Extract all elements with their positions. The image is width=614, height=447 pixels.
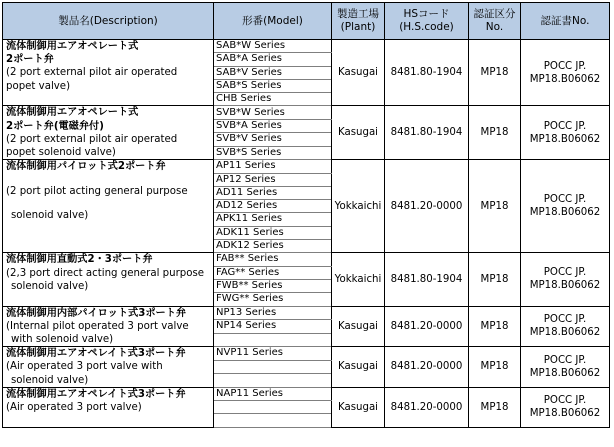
model-cell: SVB*V Series	[214, 133, 332, 146]
plant-cell: Kasugai	[332, 387, 385, 427]
header-hs-code: HSコード (H.S.code)	[385, 3, 469, 40]
model-cell	[214, 374, 332, 388]
model-cell: ADK11 Series	[214, 226, 332, 239]
header-class: 認証区分No.	[469, 3, 521, 40]
model-cell: AP11 Series	[214, 160, 332, 173]
header-certificate: 認証書No.	[521, 3, 610, 40]
certificate-cell: POCC JP. MP18.B06062	[521, 253, 610, 306]
class-cell: MP18	[469, 106, 521, 160]
class-cell: MP18	[469, 306, 521, 347]
model-cell: NAP11 Series	[214, 387, 332, 400]
hs-code-cell: 8481.20-0000	[385, 347, 469, 388]
certificate-table-container	[2, 2, 609, 442]
description-cell: 流体制御用直動式2・3ポート弁 (2,3 port direct acting general purpose solenoid valve)	[3, 253, 214, 306]
table-row	[3, 106, 610, 119]
model-cell: SVB*W Series	[214, 106, 332, 119]
model-cell: SVB*S Series	[214, 146, 332, 159]
description-cell: 流体制御用パイロット式2ポート弁 (2 port pilot acting general purpose solenoid valve)	[3, 160, 214, 253]
plant-cell: Kasugai	[332, 40, 385, 106]
certificate-cell: POCC JP. MP18.B06062	[521, 306, 610, 347]
certificate-cell: POCC JP. MP18.B06062	[521, 387, 610, 427]
class-cell: MP18	[469, 387, 521, 427]
model-cell: AD12 Series	[214, 200, 332, 213]
description-cell: 流体制御用エアオペレート式 2ポート弁(電磁弁付) (2 port external pilot air operated popet solenoid valve)	[3, 106, 214, 160]
model-cell: FWG** Series	[214, 293, 332, 306]
certificate-cell: POCC JP. MP18.B06062	[521, 40, 610, 106]
hs-code-cell: 8481.20-0000	[385, 306, 469, 347]
plant-cell: Kasugai	[332, 306, 385, 347]
class-cell: MP18	[469, 347, 521, 388]
model-cell: SAB*V Series	[214, 66, 332, 79]
plant-cell: Kasugai	[332, 106, 385, 160]
plant-cell: Kasugai	[332, 347, 385, 388]
model-cell: FAG** Series	[214, 266, 332, 279]
description-cell: 流体制御用エアオペレート式 2ポート弁 (2 port external pilot air operated popet valve)	[3, 40, 214, 106]
class-cell: MP18	[469, 40, 521, 106]
class-cell: MP18	[469, 253, 521, 306]
table-row	[3, 347, 610, 361]
certificate-cell: POCC JP. MP18.B06062	[521, 106, 610, 160]
model-cell: FAB** Series	[214, 253, 332, 266]
certificate-cell: POCC JP. MP18.B06062	[521, 160, 610, 253]
model-cell: SAB*W Series	[214, 40, 332, 53]
certificate-table	[2, 2, 610, 428]
header-description: 製品名(Description)	[3, 3, 214, 40]
table-row	[3, 160, 610, 173]
description-cell: 流体制御用エアオペレイト式3ポート弁 (Air operated 3 port valve with solenoid valve)	[3, 347, 214, 388]
certificate-cell: POCC JP. MP18.B06062	[521, 347, 610, 388]
description-cell: 流体制御用内部パイロット式3ポート弁 (Internal pilot operated 3 port valve with solenoid valve)	[3, 306, 214, 347]
hs-code-cell: 8481.20-0000	[385, 387, 469, 427]
model-cell: NP14 Series	[214, 320, 332, 334]
header-plant: 製造工場 (Plant)	[332, 3, 385, 40]
model-cell: FWB** Series	[214, 279, 332, 292]
model-cell	[214, 401, 332, 414]
model-cell: NP13 Series	[214, 306, 332, 320]
header-model: 形番(Model)	[214, 3, 332, 40]
model-cell: NVP11 Series	[214, 347, 332, 361]
hs-code-cell: 8481.80-1904	[385, 40, 469, 106]
hs-code-cell: 8481.20-0000	[385, 160, 469, 253]
header-row	[3, 3, 610, 40]
class-cell: MP18	[469, 160, 521, 253]
model-cell: ADK12 Series	[214, 240, 332, 253]
model-cell: AD11 Series	[214, 186, 332, 199]
table-row	[3, 40, 610, 53]
plant-cell: Yokkaichi	[332, 253, 385, 306]
model-cell: SVB*A Series	[214, 119, 332, 132]
model-cell: SAB*S Series	[214, 79, 332, 92]
hs-code-cell: 8481.80-1904	[385, 253, 469, 306]
model-cell	[214, 414, 332, 427]
model-cell: SAB*A Series	[214, 53, 332, 66]
model-cell	[214, 333, 332, 347]
table-row	[3, 387, 610, 400]
model-cell	[214, 360, 332, 374]
table-row	[3, 253, 610, 266]
model-cell: AP12 Series	[214, 173, 332, 186]
model-cell: APK11 Series	[214, 213, 332, 226]
plant-cell: Yokkaichi	[332, 160, 385, 253]
table-row	[3, 306, 610, 320]
model-cell: CHB Series	[214, 93, 332, 106]
description-cell: 流体制御用エアオペレイト式3ポート弁 (Air operated 3 port valve)	[3, 387, 214, 427]
hs-code-cell: 8481.80-1904	[385, 106, 469, 160]
